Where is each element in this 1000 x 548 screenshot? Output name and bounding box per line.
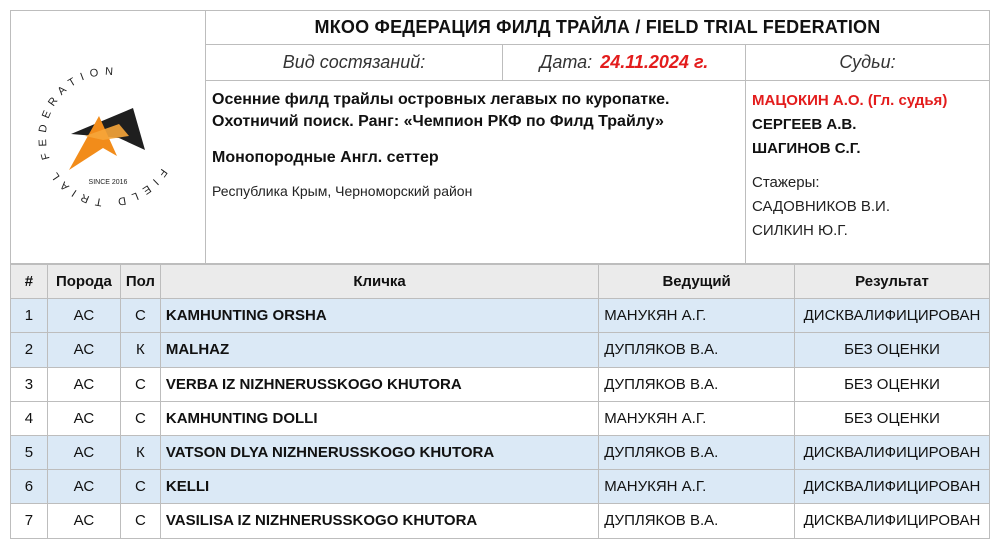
cell-handler: ДУПЛЯКОВ В.А.	[599, 367, 795, 401]
cell-name: VERBA IZ NIZHNERUSSKOGO KHUTORA	[160, 367, 598, 401]
table-header-row	[11, 265, 990, 299]
table-row	[11, 435, 990, 469]
cell-handler: ДУПЛЯКОВ В.А.	[599, 333, 795, 367]
cell-name: KAMHUNTING ORSHA	[160, 299, 598, 333]
logo-cell	[11, 11, 206, 263]
table-row	[11, 504, 990, 538]
judge-2: ШАГИНОВ С.Г.	[752, 140, 861, 157]
col-header-result: Результат	[795, 265, 990, 299]
col-header-breed: Порода	[47, 265, 120, 299]
table-row	[11, 333, 990, 367]
date-value: 24.11.2024 г.	[600, 52, 709, 72]
cell-sex: С	[120, 470, 160, 504]
col-header-name: Кличка	[160, 265, 598, 299]
chief-judge: МАЦОКИН А.О. (Гл. судья)	[752, 92, 948, 109]
cell-result: ДИСКВАЛИФИЦИРОВАН	[795, 299, 990, 333]
cell-num: 3	[11, 367, 48, 401]
cell-breed: АС	[47, 367, 120, 401]
judge-1: СЕРГЕЕВ А.В.	[752, 116, 857, 133]
cell-name: VASILISA IZ NIZHNERUSSKOGO KHUTORA	[160, 504, 598, 538]
cell-name: KAMHUNTING DOLLI	[160, 401, 598, 435]
trainee-2: СИЛКИН Ю.Г.	[752, 222, 848, 239]
cell-result: ДИСКВАЛИФИЦИРОВАН	[795, 435, 990, 469]
table-row	[11, 367, 990, 401]
cell-sex: К	[120, 333, 160, 367]
cell-sex: С	[120, 367, 160, 401]
cell-name: MALHAZ	[160, 333, 598, 367]
judges-label: Судьи:	[839, 52, 896, 72]
event-line-2: Охотничий поиск. Ранг: «Чемпион РКФ по Филд Трайлу»	[212, 113, 664, 130]
cell-result: БЕЗ ОЦЕНКИ	[795, 367, 990, 401]
competition-kind-label: Вид состязаний:	[206, 45, 503, 80]
cell-num: 4	[11, 401, 48, 435]
header-block	[10, 10, 990, 264]
cell-breed: АС	[47, 435, 120, 469]
results-table	[10, 264, 990, 539]
table-row	[11, 299, 990, 333]
col-header-handler: Ведущий	[599, 265, 795, 299]
cell-num: 1	[11, 299, 48, 333]
col-header-sex: Пол	[120, 265, 160, 299]
cell-result: БЕЗ ОЦЕНКИ	[795, 401, 990, 435]
event-info	[206, 81, 746, 263]
cell-name: KELLI	[160, 470, 598, 504]
cell-num: 2	[11, 333, 48, 367]
judges-list	[746, 81, 989, 263]
cell-handler: ДУПЛЯКОВ В.А.	[599, 435, 795, 469]
table-row	[11, 401, 990, 435]
cell-result: ДИСКВАЛИФИЦИРОВАН	[795, 470, 990, 504]
date-cell	[503, 45, 746, 80]
cell-num: 7	[11, 504, 48, 538]
cell-handler: ДУПЛЯКОВ В.А.	[599, 504, 795, 538]
cell-sex: К	[120, 435, 160, 469]
cell-breed: АС	[47, 299, 120, 333]
cell-breed: АС	[47, 401, 120, 435]
col-header-num: #	[11, 265, 48, 299]
cell-result: ДИСКВАЛИФИЦИРОВАН	[795, 504, 990, 538]
document-title: МКОО ФЕДЕРАЦИЯ ФИЛД ТРАЙЛА / FIELD TRIAL FEDERATION	[206, 11, 989, 45]
cell-handler: МАНУКЯН А.Г.	[599, 470, 795, 504]
meta-row	[206, 45, 989, 81]
date-label: Дата:	[539, 52, 593, 72]
event-place: Республика Крым, Черноморский район	[212, 183, 473, 199]
cell-sex: С	[120, 504, 160, 538]
event-breed: Монопородные Англ. сеттер	[212, 149, 439, 166]
cell-breed: АС	[47, 504, 120, 538]
logo-ring-text: FIELD TRIAL FEDERATION	[36, 65, 170, 209]
cell-num: 5	[11, 435, 48, 469]
cell-sex: С	[120, 299, 160, 333]
cell-num: 6	[11, 470, 48, 504]
cell-result: БЕЗ ОЦЕНКИ	[795, 333, 990, 367]
cell-handler: МАНУКЯН А.Г.	[599, 401, 795, 435]
results-sheet	[10, 10, 990, 530]
federation-logo	[23, 52, 193, 222]
trainee-1: САДОВНИКОВ В.И.	[752, 198, 890, 215]
cell-sex: С	[120, 401, 160, 435]
cell-breed: АС	[47, 333, 120, 367]
logo-since-text: SINCE 2016	[88, 179, 128, 186]
cell-handler: МАНУКЯН А.Г.	[599, 299, 795, 333]
cell-name: VATSON DLYA NIZHNERUSSKOGO KHUTORA	[160, 435, 598, 469]
trainees-label: Стажеры:	[752, 174, 820, 191]
event-line-1: Осенние филд трайлы островных легавых по куропатке.	[212, 91, 670, 108]
cell-breed: АС	[47, 470, 120, 504]
table-row	[11, 470, 990, 504]
